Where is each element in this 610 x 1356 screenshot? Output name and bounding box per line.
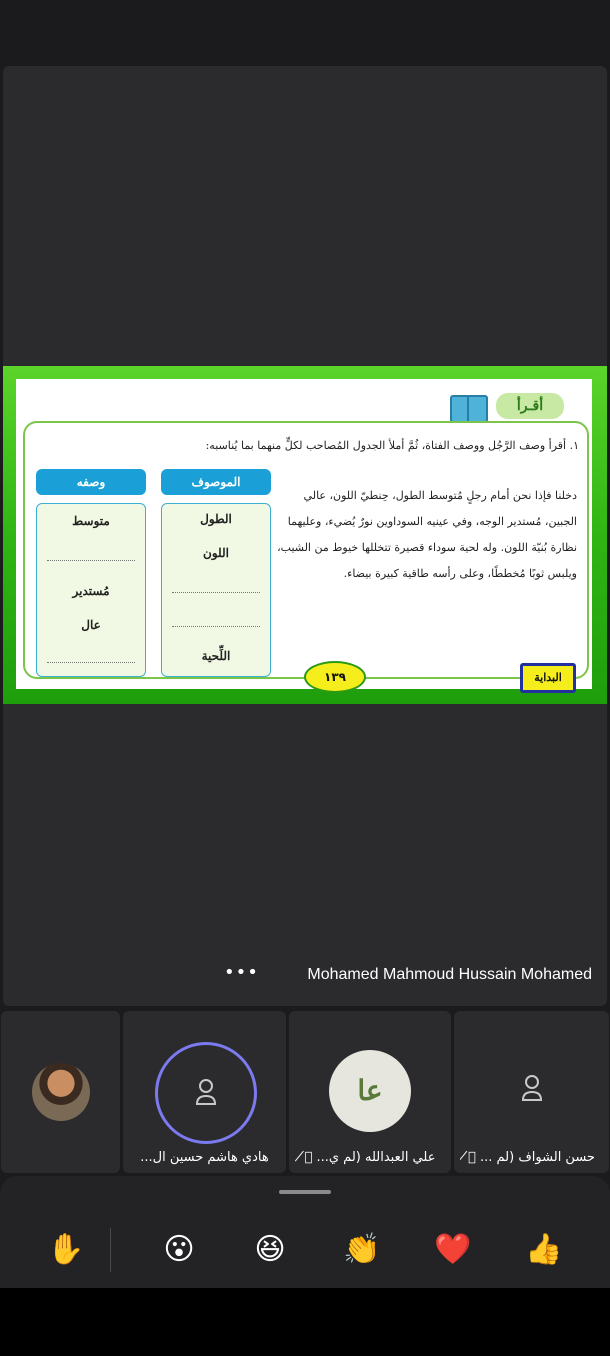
participant-tile[interactable] xyxy=(454,1011,609,1173)
blank-line xyxy=(172,626,260,627)
blank-line xyxy=(172,592,260,593)
description-item: عال xyxy=(81,618,101,632)
read-tab: أقـرأ xyxy=(496,393,564,419)
mic-off-icon: 🎙̸ xyxy=(468,1150,476,1165)
more-options-icon[interactable]: ••• xyxy=(224,962,259,983)
initials-avatar: عا xyxy=(329,1050,411,1132)
clapping-hands-icon[interactable]: 👏 xyxy=(343,1232,381,1267)
person-icon xyxy=(521,1074,543,1104)
participant-tile[interactable] xyxy=(1,1011,120,1173)
heart-icon[interactable]: ❤️ xyxy=(434,1232,472,1267)
blank-line xyxy=(47,560,135,561)
described-column xyxy=(161,503,271,677)
participant-name: هادي هاشم حسين ال... xyxy=(140,1150,269,1165)
participant-name xyxy=(460,1150,603,1165)
page-number: ١٣٩ xyxy=(304,661,366,693)
shared-slide xyxy=(3,366,607,704)
participant-tile[interactable] xyxy=(289,1011,451,1173)
start-button[interactable]: البداية xyxy=(520,663,576,693)
person-icon xyxy=(195,1078,217,1108)
presenter-name: Mohamed Mahmoud Hussain Mohamed xyxy=(307,966,592,983)
description-column xyxy=(36,503,146,677)
participant-tile[interactable] xyxy=(123,1011,286,1173)
described-item: اللِّحية xyxy=(201,649,231,663)
participant-name-text: علي العبدالله (لم ي... xyxy=(316,1150,436,1165)
participant-photo-avatar xyxy=(32,1063,90,1121)
exercise-card xyxy=(23,421,589,679)
surprised-emoji-icon[interactable]: 😮 xyxy=(163,1232,195,1267)
col-header-described: الموصوف xyxy=(161,469,271,495)
laughing-emoji-icon[interactable]: 😆 xyxy=(254,1232,286,1267)
col-header-description: وصفه xyxy=(36,469,146,495)
blank-line xyxy=(47,662,135,663)
passage-text: دخلنا فإذا نحن أمام رجلٍ مُتوسط الطول، حِنطيّ اللون، عالي الجبين، مُستدير الوجه، وفي عينيه السوداوين نورٌ يُضيء، وعليهما نظارة بُنيّة اللون. وله لحية سوداء قصيرة تتخللها خيوط من الشيب، ويلبس ثوبًا مُخططًا، وعلى رأسه طاقية كبيرة بيضاء. xyxy=(277,489,577,580)
raise-hand-icon[interactable]: ✋ xyxy=(47,1232,85,1267)
participant-name-text: حسن الشواف (لم ... xyxy=(479,1150,595,1165)
described-item: الطول xyxy=(200,512,232,526)
described-item: اللون xyxy=(203,546,229,560)
person-avatar xyxy=(492,1049,572,1129)
slide-content xyxy=(16,379,592,689)
book-icon xyxy=(450,395,488,423)
divider xyxy=(110,1228,111,1272)
sheet-drag-handle[interactable] xyxy=(279,1190,331,1194)
system-nav-bar xyxy=(0,1288,610,1356)
mic-off-icon: 🎙̸ xyxy=(304,1150,313,1165)
participant-name xyxy=(295,1150,445,1165)
instruction-text: ١. أقرأ وصف الرَّجُل ووصف الفتاة، ثُمَّ أملأ الجدول المُصاحب لكلٍّ منهما بما يُناسبه: xyxy=(205,439,579,452)
active-speaker-ring xyxy=(155,1042,257,1144)
description-item: مُستدير xyxy=(72,584,110,598)
thumbs-up-icon[interactable]: 👍 xyxy=(525,1232,563,1267)
description-item: متوسط xyxy=(72,514,110,528)
